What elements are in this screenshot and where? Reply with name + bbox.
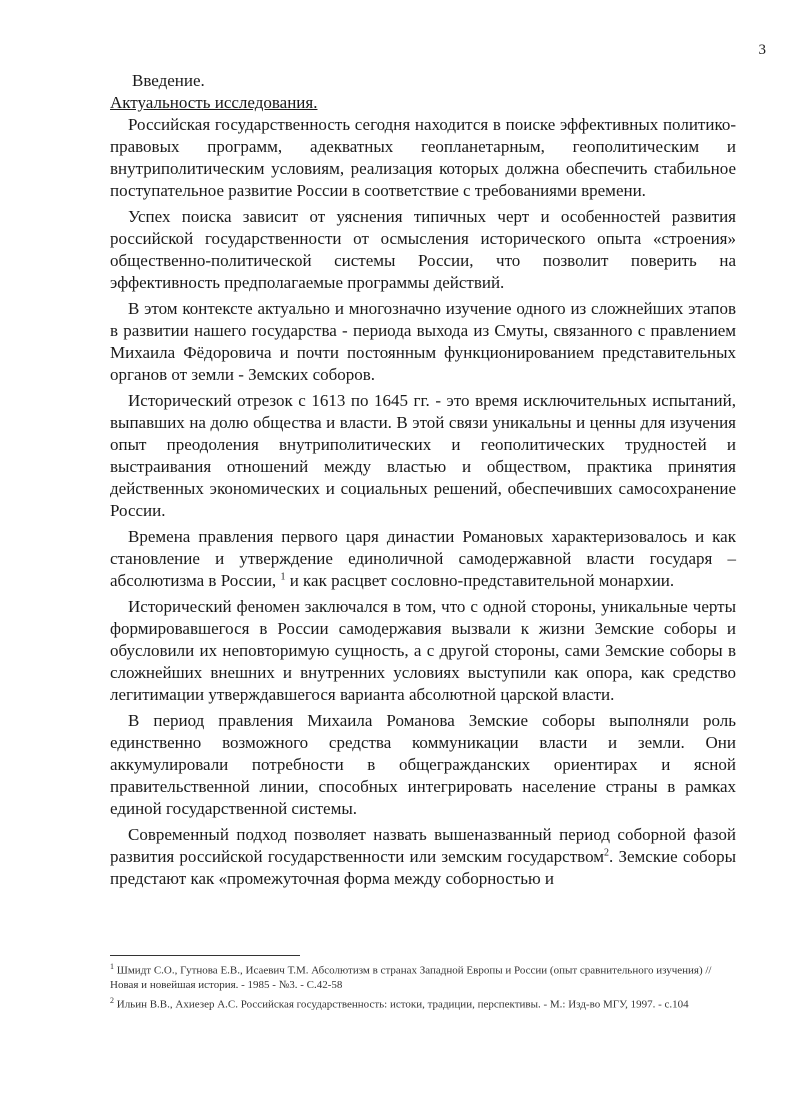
heading-relevance: Актуальность исследования. [110,93,318,112]
paragraph: В период правления Михаила Романова Земские соборы выполняли роль единственно возможного средства коммуникации власти и земли. Они аккумулировали потребности в общегражданских ориентирах и ясной правительственной линии, способных интегрировать население страны в рамках единой государственной системы. [110,711,736,818]
heading-introduction: Введение. [132,71,205,90]
footnote-number: 1 [110,962,114,971]
footnote-number: 2 [110,995,114,1005]
footnote-text: Ильин В.В., Ахиезер А.С. Российская государственность: истоки, традиции, перспективы. - М.: Изд-во МГУ, 1997. - с.104 [116,998,689,1011]
paragraph-text: Времена правления первого царя династии Романовых характеризовалось и как становление и утверждение единоличной самодержавной власти государя – абсолютизма в России, [110,527,736,590]
footnote [110,994,736,1012]
footnote-text: Шмидт С.О., Гутнова Е.В., Исаевич Т.М. Абсолютизм в странах Западной Европы и России (опыт сравнительного изучения) //Новая и новейшая история. - 1985 - №3. - С.42-58 [110,964,712,991]
paragraph: Успех поиска зависит от уяснения типичных черт и особенностей развития российской государственности от осмысления исторического опыта «строения» общественно-политической системы России, что позволит поверить на эффективность предполагаемые программы действий. [110,207,736,292]
paragraph [110,526,736,592]
paragraph: Российская государственность сегодня находится в поиске эффективных политико-правовых программ, адекватных геопланетарным, геополитическим и внутриполитическим условиям, реализация которых должна обеспечить стабильное поступательное развитие России в соответствие с требованиями времени. [110,115,736,200]
footnote-mark[interactable]: 1 [280,571,286,583]
paragraph: В этом контексте актуально и многозначно изучение одного из сложнейших этапов в развитии нашего государства - периода выхода из Смуты, связанного с правлением Михаила Фёдоровича и почти постоянным функционированием представительных органов от земли - Земских соборов. [110,299,736,384]
page-number: 3 [758,42,766,58]
paragraph-text: и как расцвет сословно-представительной монархии. [289,571,675,590]
paragraph: Исторический отрезок с 1613 по 1645 гг. - это время исключительных испытаний, выпавших на долю общества и власти. В этой связи уникальны и ценны для изучения опыт преодоления внутриполитических и геополитических трудностей и выстраивания отношений между властью и обществом, практика принятия действенных экономических и социальных решений, обеспечивших самосохранение России. [110,391,736,520]
main-text [110,70,736,894]
paragraph: Современный подход позволяет назвать вышеназванный период соборной фазой развития российской государственности или земским государством$^2$. Земские соборы предстают как «промежуточная форма между соборностью и [110,825,737,888]
footnote-mark[interactable]: 2 [604,847,610,859]
footnotes [110,960,736,1013]
footnote [110,960,736,992]
paragraph-text: Земские соборы предстают как «промежуточная форма между соборностью и [110,847,737,888]
footnote-divider [110,955,300,956]
paragraph-text: Современный подход позволяет назвать вышеназванный период соборной фазой развития российской государственности или земским государством [110,825,736,866]
paragraph: Исторический феномен заключался в том, что с одной стороны, уникальные черты формировавшегося в России самодержавия вызвали к жизни Земские соборы и обусловили их неповторимую сущность, а с другой стороны, сами Земские соборы в сложнейших внешних и внутренних условиях выступили как опора, как средство легитимации утверждавшегося варианта абсолютной царской власти. [110,597,736,704]
